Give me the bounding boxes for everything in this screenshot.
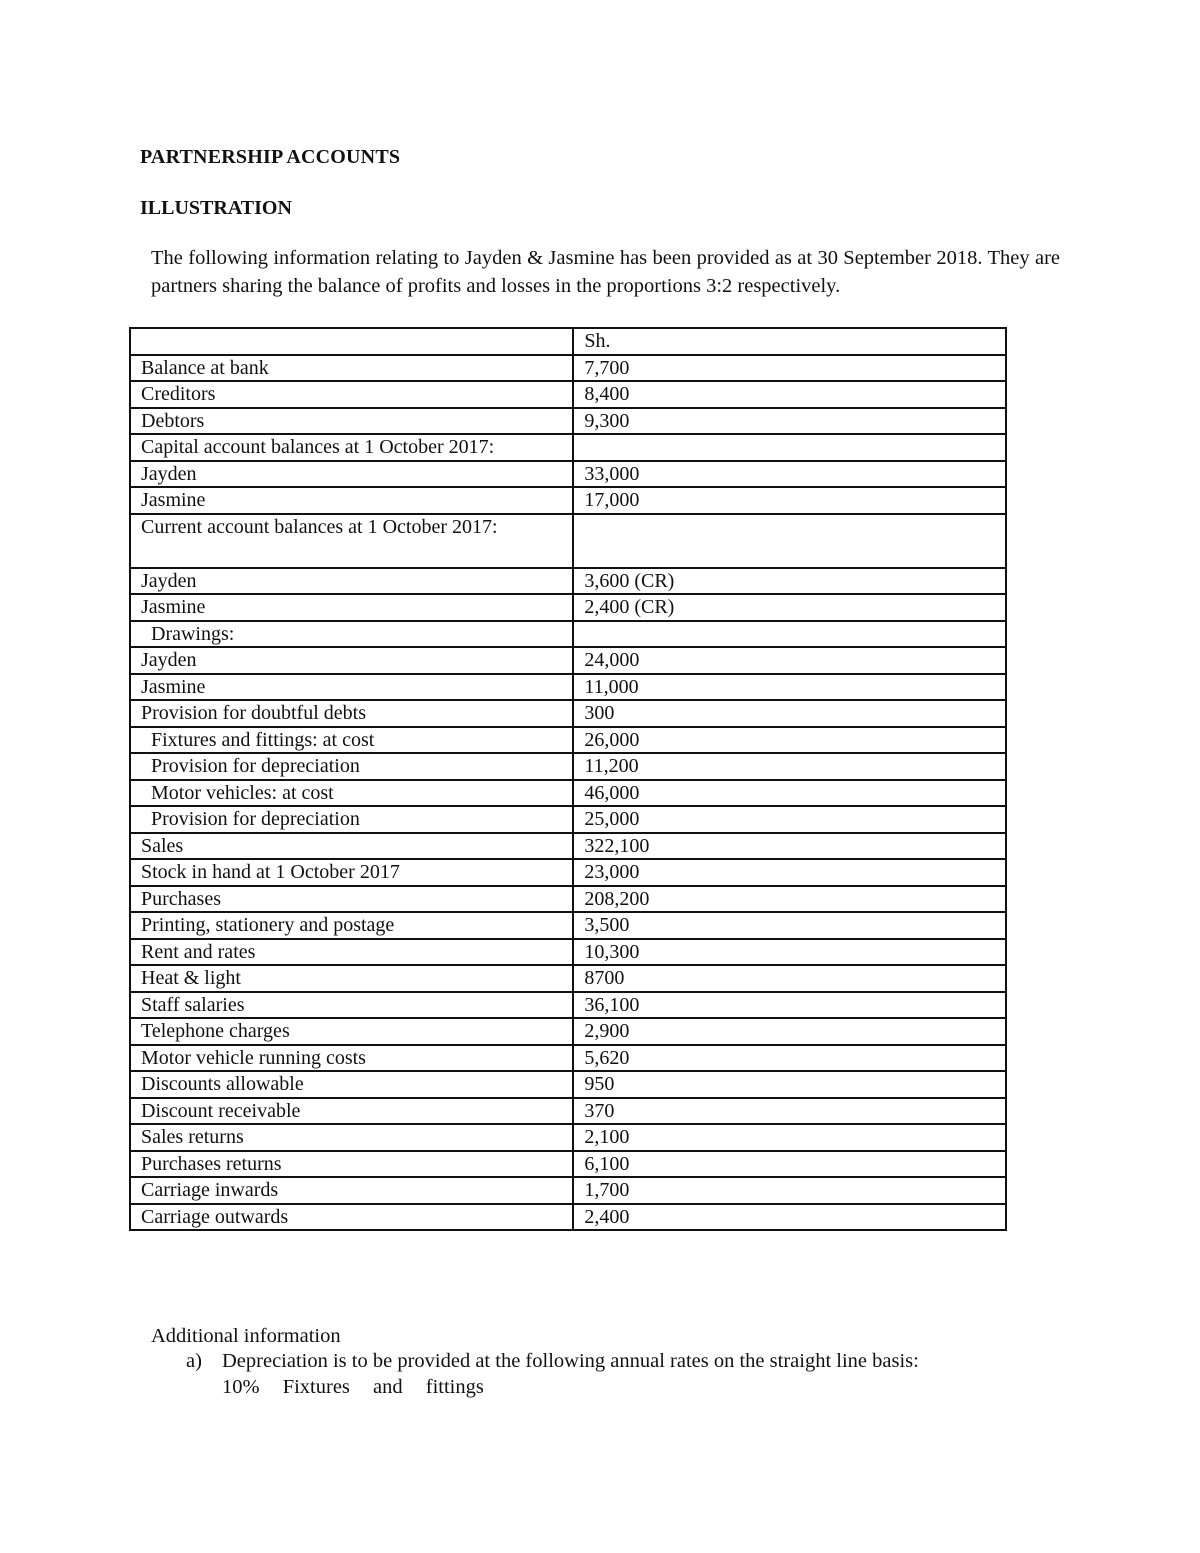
table-row — [130, 381, 1006, 408]
row-label: Telephone charges — [130, 1018, 573, 1045]
table-row — [130, 487, 1006, 514]
table-row — [130, 461, 1006, 488]
table-row — [130, 408, 1006, 435]
row-label: Sales returns — [130, 1124, 573, 1151]
table-header-cell: Sh. — [573, 328, 1006, 355]
row-value: 3,600 (CR) — [573, 568, 1006, 595]
table-row — [130, 939, 1006, 966]
row-label: Purchases — [130, 886, 573, 913]
row-label: Motor vehicle running costs — [130, 1045, 573, 1072]
row-label: Sales — [130, 833, 573, 860]
table-row — [130, 647, 1006, 674]
row-label: Balance at bank — [130, 355, 573, 382]
table-row — [130, 700, 1006, 727]
intro-paragraph: The following information relating to Jayden & Jasmine has been provided as at 30 September 2018. They are partners sharing the balance of profits and losses in the proportions 3:2 respectively. — [151, 247, 1060, 297]
row-value: 17,000 — [573, 487, 1006, 514]
row-value: 25,000 — [573, 806, 1006, 833]
table-row — [130, 859, 1006, 886]
row-label: Jayden — [130, 568, 573, 595]
row-value — [573, 514, 1006, 568]
row-label: Creditors — [130, 381, 573, 408]
row-value: 2,400 — [573, 1204, 1006, 1231]
row-label: Purchases returns — [130, 1151, 573, 1178]
row-value: 322,100 — [573, 833, 1006, 860]
row-label: Jasmine — [130, 594, 573, 621]
row-value — [573, 621, 1006, 648]
row-label: Drawings: — [130, 621, 573, 648]
row-label: Capital account balances at 1 October 2017: — [130, 434, 573, 461]
row-label: Jasmine — [130, 487, 573, 514]
section-heading: ILLUSTRATION — [140, 197, 292, 219]
row-label: Staff salaries — [130, 992, 573, 1019]
table-row — [130, 1071, 1006, 1098]
row-label: Discounts allowable — [130, 1071, 573, 1098]
row-label: Jasmine — [130, 674, 573, 701]
row-value: 370 — [573, 1098, 1006, 1125]
row-label: Debtors — [130, 408, 573, 435]
row-label: Carriage outwards — [130, 1204, 573, 1231]
trial-balance-table — [129, 327, 1007, 1231]
row-value: 23,000 — [573, 859, 1006, 886]
row-value: 2,100 — [573, 1124, 1006, 1151]
row-value: 6,100 — [573, 1151, 1006, 1178]
page-title: PARTNERSHIP ACCOUNTS — [140, 146, 401, 168]
row-label: Current account balances at 1 October 2017: — [130, 514, 573, 568]
row-label: Heat & light — [130, 965, 573, 992]
row-value: 33,000 — [573, 461, 1006, 488]
row-label: Provision for depreciation — [130, 806, 573, 833]
table-row — [130, 806, 1006, 833]
table-row — [130, 727, 1006, 754]
row-label: Provision for doubtful debts — [130, 700, 573, 727]
row-value: 9,300 — [573, 408, 1006, 435]
table-row — [130, 886, 1006, 913]
row-value: 300 — [573, 700, 1006, 727]
row-value: 1,700 — [573, 1177, 1006, 1204]
row-value: 2,400 (CR) — [573, 594, 1006, 621]
row-value: 3,500 — [573, 912, 1006, 939]
table-row — [130, 1151, 1006, 1178]
table-row — [130, 355, 1006, 382]
row-label: Fixtures and fittings: at cost — [130, 727, 573, 754]
row-value: 46,000 — [573, 780, 1006, 807]
table-row — [130, 780, 1006, 807]
row-value: 24,000 — [573, 647, 1006, 674]
table-row — [130, 1204, 1006, 1231]
table-row — [130, 992, 1006, 1019]
table-row — [130, 965, 1006, 992]
table-row — [130, 753, 1006, 780]
table-row — [130, 1018, 1006, 1045]
list-item-label: a) — [186, 1350, 202, 1372]
row-label: Discount receivable — [130, 1098, 573, 1125]
row-value: 8,400 — [573, 381, 1006, 408]
table-row — [130, 594, 1006, 621]
table-row — [130, 674, 1006, 701]
row-label: Carriage inwards — [130, 1177, 573, 1204]
table-row — [130, 1124, 1006, 1151]
row-value: 36,100 — [573, 992, 1006, 1019]
additional-info-heading: Additional information — [151, 1325, 341, 1347]
list-item-text: Depreciation is to be provided at the following annual rates on the straight line basis: — [222, 1350, 919, 1372]
row-value: 11,200 — [573, 753, 1006, 780]
table-row — [130, 833, 1006, 860]
row-value: 950 — [573, 1071, 1006, 1098]
table-row — [130, 912, 1006, 939]
row-label: Rent and rates — [130, 939, 573, 966]
table-row — [130, 568, 1006, 595]
row-label: Motor vehicles: at cost — [130, 780, 573, 807]
row-label: Stock in hand at 1 October 2017 — [130, 859, 573, 886]
table-row — [130, 1177, 1006, 1204]
row-value: 26,000 — [573, 727, 1006, 754]
row-value: 208,200 — [573, 886, 1006, 913]
row-value: 11,000 — [573, 674, 1006, 701]
table-row — [130, 1098, 1006, 1125]
row-value: 2,900 — [573, 1018, 1006, 1045]
row-label: Provision for depreciation — [130, 753, 573, 780]
table-header-row — [130, 328, 1006, 355]
row-value: 10,300 — [573, 939, 1006, 966]
list-item-subtext: 10% Fixtures and fittings — [222, 1376, 484, 1398]
table-row — [130, 434, 1006, 461]
table-row — [130, 621, 1006, 648]
row-label: Jayden — [130, 461, 573, 488]
row-label: Printing, stationery and postage — [130, 912, 573, 939]
table-row — [130, 1045, 1006, 1072]
table-header-cell — [130, 328, 573, 355]
row-value: 5,620 — [573, 1045, 1006, 1072]
table-row — [130, 514, 1006, 568]
list-item — [186, 1350, 919, 1373]
row-value — [573, 434, 1006, 461]
row-value: 8700 — [573, 965, 1006, 992]
row-label: Jayden — [130, 647, 573, 674]
row-value: 7,700 — [573, 355, 1006, 382]
